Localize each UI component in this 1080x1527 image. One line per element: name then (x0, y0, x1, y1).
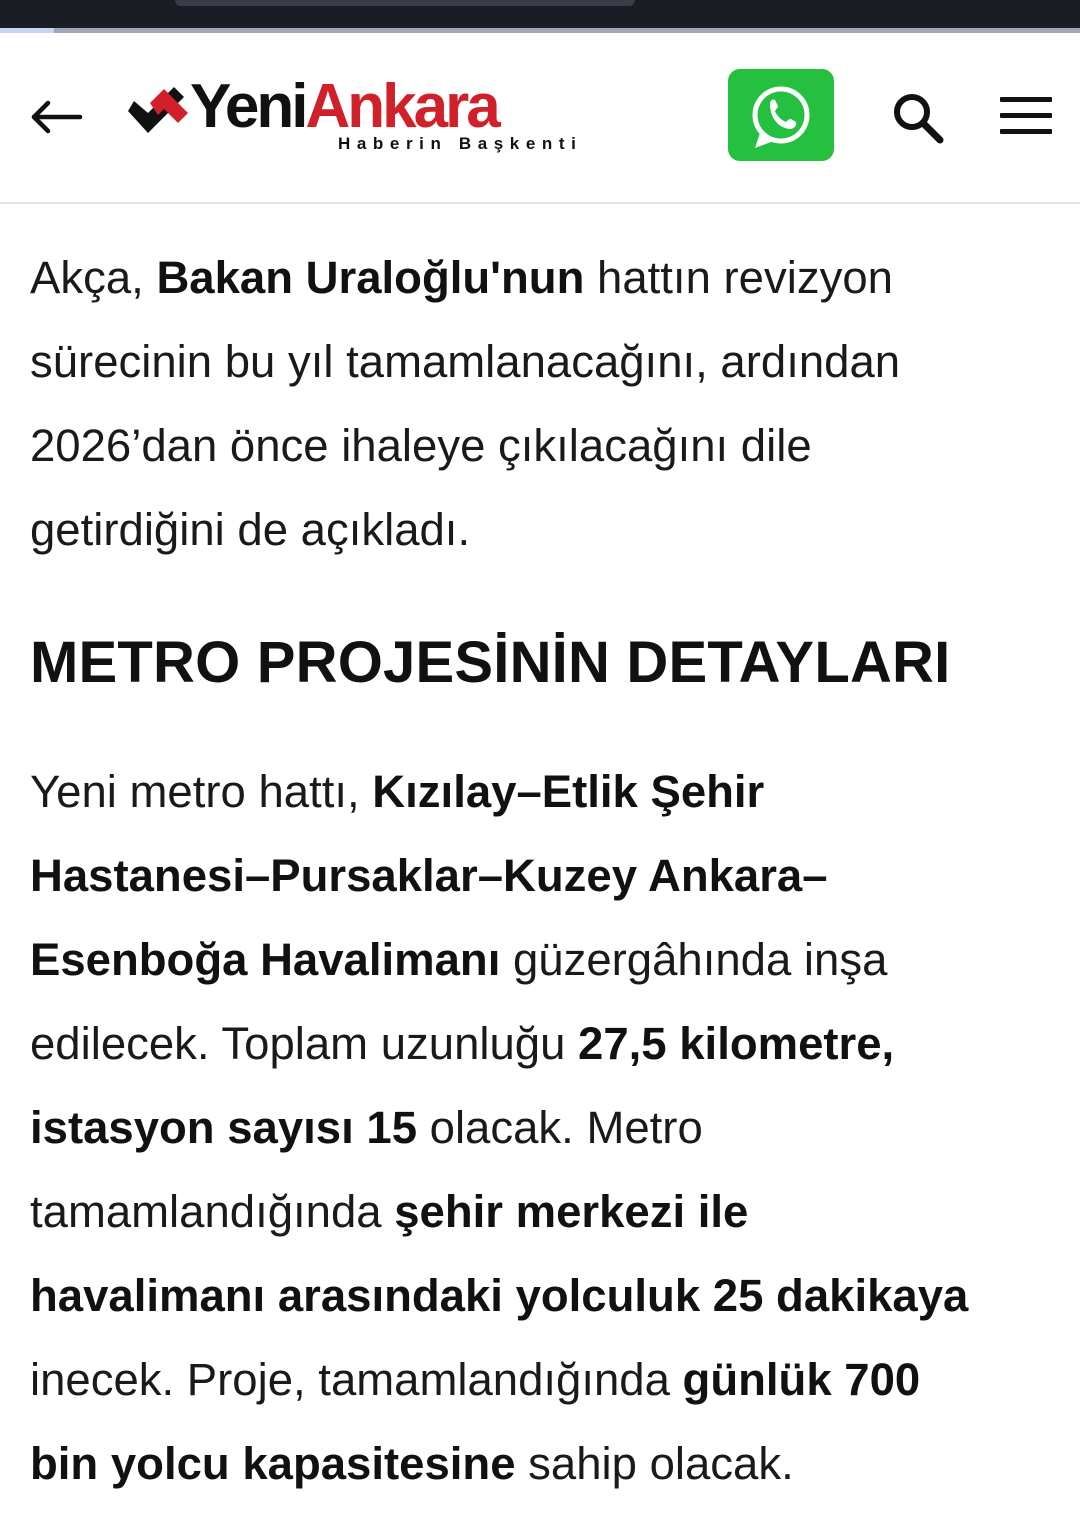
bold-text-run: havalimanı arasındaki yolculuk 25 dakikaya (30, 1270, 969, 1321)
bold-text-run: şehir merkezi ile (394, 1186, 749, 1237)
logo-wordmark (190, 73, 498, 141)
site-logo[interactable] (124, 72, 594, 159)
text-run: getirdiğini de açıkladı. (30, 504, 471, 555)
bold-text-run: Hastanesi–Pursaklar–Kuzey Ankara– (30, 850, 828, 901)
logo-tagline: Haberin Başkenti (338, 134, 583, 153)
whatsapp-button[interactable] (728, 69, 834, 161)
logo-word-yeni: Yeni (190, 72, 306, 141)
bold-text-run: Esenboğa Havalimanı (30, 934, 501, 985)
text-run: Akça, (30, 252, 157, 303)
back-button[interactable] (26, 93, 86, 141)
bold-text-run: Kızılay–Etlik Şehir (372, 766, 765, 817)
search-icon (886, 87, 950, 151)
menu-button[interactable] (996, 89, 1056, 143)
text-run: Yeni metro hattı, (30, 766, 373, 817)
logo-word-ankara: Ankara (305, 72, 498, 141)
bold-text-run: istasyon sayısı 15 (30, 1102, 417, 1153)
text-run: hattın revizyon (584, 252, 893, 303)
bold-text-run: günlük 700 (682, 1354, 921, 1405)
text-run: sahip olacak. (515, 1438, 794, 1489)
article-body (30, 236, 1050, 1506)
text-run: tamamlandığında (30, 1186, 395, 1237)
text-run: güzergâhında inşa (500, 934, 888, 985)
yeniankara-logo-mark-icon (128, 81, 192, 137)
hamburger-menu-icon (996, 89, 1056, 143)
whatsapp-icon (728, 69, 834, 161)
article-paragraph-metro-details (30, 750, 1050, 1506)
text-run: sürecinin bu yıl tamamlanacağını, ardından (30, 336, 901, 387)
text-run: 2026’dan önce ihaleye çıkılacağını dile (30, 420, 812, 471)
bold-text-run: bin yolcu kapasitesine (30, 1438, 516, 1489)
site-header (0, 33, 1080, 204)
text-run: olacak. Metro (417, 1102, 703, 1153)
system-status-strip (0, 0, 1080, 28)
bold-text-run: Bakan Uraloğlu'nun (156, 252, 585, 303)
article-paragraph-revision (30, 236, 1050, 572)
arrow-left-icon (26, 93, 86, 141)
text-run: edilecek. Toplam uzunluğu (30, 1018, 579, 1069)
search-button[interactable] (886, 87, 950, 151)
bold-text-run: 27,5 kilometre, (578, 1018, 895, 1069)
section-heading-metro-details: METRO PROJESİNİN DETAYLARI (30, 630, 951, 695)
text-run: inecek. Proje, tamamlandığında (30, 1354, 683, 1405)
status-notch (175, 0, 635, 6)
